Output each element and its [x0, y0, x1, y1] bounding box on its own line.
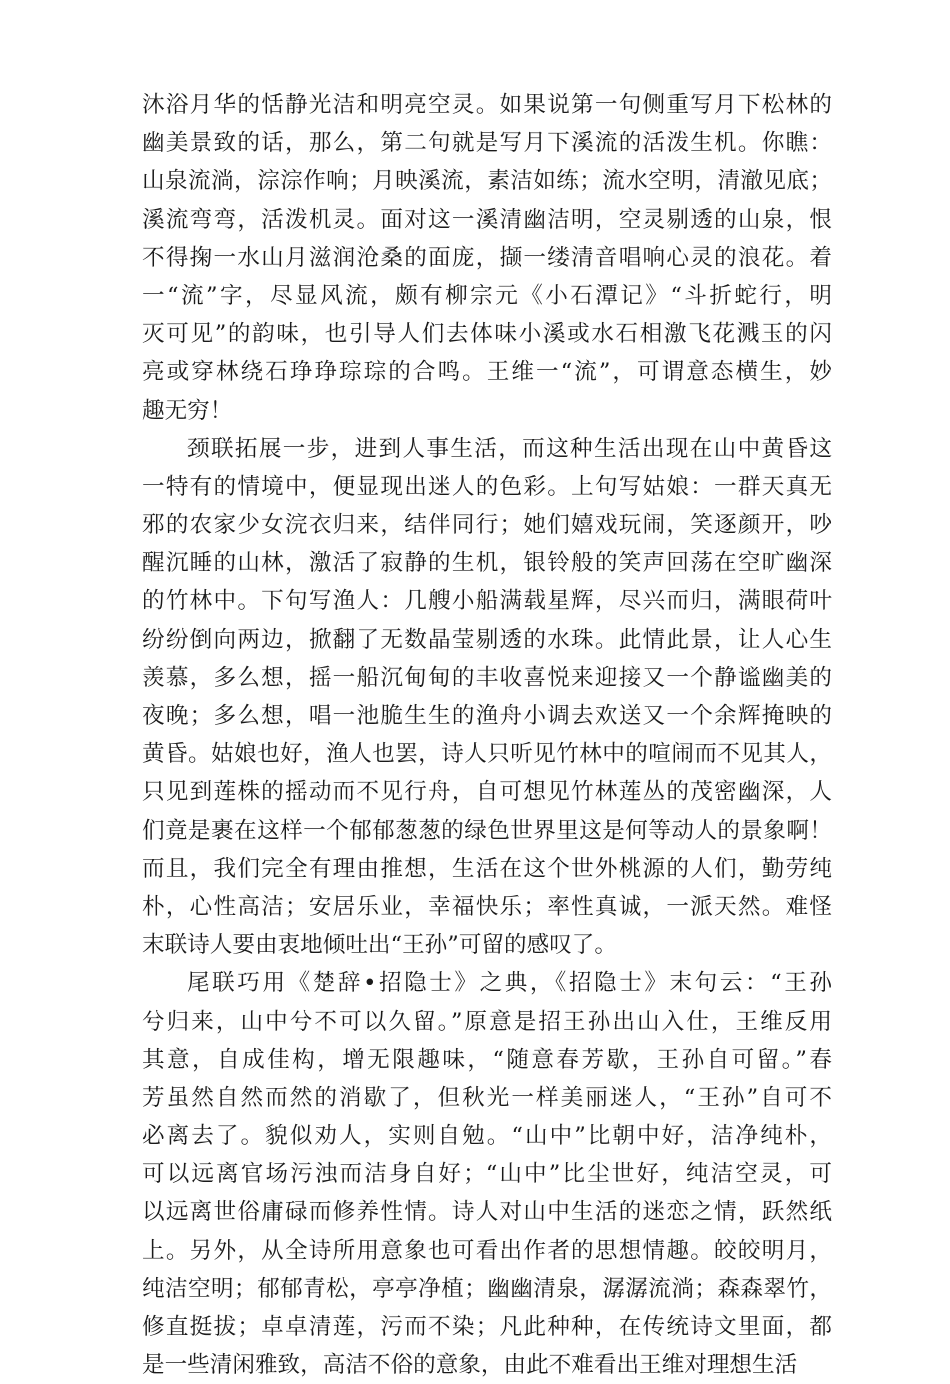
text-line: 黄昏。姑娘也好，渔人也罢，诗人只听见竹林中的喧闹而不见其人， [142, 741, 832, 768]
text-line: 尾联巧用《楚辞•招隐士》之典，《招隐士》末句云：“王孙 [187, 970, 832, 997]
text-line: 一特有的情境中，便显现出迷人的色彩。上句写姑娘：一群天真无 [142, 473, 832, 500]
text-line: 其意，自成佳构，增无限趣味，“随意春芳歇，王孙自可留。”春 [142, 1046, 832, 1073]
text-line: 邪的农家少女浣衣归来，结伴同行；她们嬉戏玩闹，笑逐颜开，吵 [142, 512, 832, 539]
text-line: 不得掬一水山月滋润沧桑的面庞，撷一缕清音唱响心灵的浪花。着 [142, 244, 832, 271]
text-line: 可以远离官场污浊而洁身自好；“山中”比尘世好，纯洁空灵，可 [142, 1161, 832, 1188]
paragraph [142, 964, 832, 1384]
text-line: 以远离世俗庸碌而修养性情。诗人对山中生活的迷恋之情，跃然纸 [142, 1199, 832, 1226]
text-line: 的竹林中。下句写渔人：几艘小船满载星辉，尽兴而归，满眼荷叶 [142, 588, 832, 615]
text-line: 幽美景致的话，那么，第二句就是写月下溪流的活泼生机。你瞧： [142, 130, 832, 157]
text-line: 末联诗人要由衷地倾吐出“王孙”可留的感叹了。 [142, 932, 617, 959]
paragraph [142, 86, 832, 430]
text-line: 醒沉睡的山林，激活了寂静的生机，银铃般的笑声回荡在空旷幽深 [142, 550, 832, 577]
document-body [142, 86, 832, 1384]
paragraph [142, 430, 832, 965]
text-line: 芳虽然自然而然的消歇了，但秋光一样美丽迷人，“王孙”自可不 [142, 1084, 832, 1111]
text-line: 们竟是裹在这样一个郁郁葱葱的绿色世界里这是何等动人的景象啊！ [142, 817, 832, 844]
text-line: 颈联拓展一步，进到人事生活，而这种生活出现在山中黄昏这 [187, 435, 832, 462]
text-line: 兮归来，山中兮不可以久留。”原意是招王孙出山入仕，王维反用 [142, 1008, 832, 1035]
text-line: 灭可见”的韵味，也引导人们去体味小溪或水石相激飞花溅玉的闪 [142, 321, 832, 348]
text-line: 而且，我们完全有理由推想，生活在这个世外桃源的人们，勤劳纯 [142, 855, 832, 882]
text-line: 修直挺拔；卓卓清莲，污而不染；凡此种种，在传统诗文里面，都 [142, 1314, 832, 1340]
text-line: 亮或穿林绕石琤琤琮琮的合鸣。王维一“流”，可谓意态横生，妙 [142, 359, 832, 386]
text-line: 纷纷倒向两边，掀翻了无数晶莹剔透的水珠。此情此景，让人心生 [142, 626, 832, 653]
text-line: 纯洁空明；郁郁青松，亭亭净植；幽幽清泉，潺潺流淌；森森翠竹， [142, 1275, 832, 1302]
text-line: 上。另外，从全诗所用意象也可看出作者的思想情趣。皎皎明月， [142, 1237, 832, 1264]
text-line: 朴，心性高洁；安居乐业，幸福快乐；率性真诚，一派天然。难怪 [142, 893, 832, 920]
text-line: 山泉流淌，淙淙作响；月映溪流，素洁如练；流水空明，清澈见底； [142, 168, 832, 195]
text-line: 只见到莲株的摇动而不见行舟，自可想见竹林莲丛的茂密幽深，人 [142, 779, 832, 806]
text-line: 趣无穷！ [142, 397, 233, 424]
text-line: 夜晚；多么想，唱一池脆生生的渔舟小调去欢送又一个余辉掩映的 [142, 703, 832, 729]
text-line: 必离去了。貌似劝人，实则自勉。“山中”比朝中好，洁净纯朴， [142, 1123, 832, 1150]
text-line: 羡慕，多么想，摇一船沉甸甸的丰收喜悦来迎接又一个静谧幽美的 [142, 664, 832, 691]
text-line: 溪流弯弯，活泼机灵。面对这一溪清幽洁明，空灵剔透的山泉，恨 [142, 206, 832, 233]
text-line: 是一些清闲雅致，高洁不俗的意象，由此不难看出王维对理想生活 [142, 1352, 798, 1379]
text-line: 沐浴月华的恬静光洁和明亮空灵。如果说第一句侧重写月下松林的 [142, 92, 832, 118]
text-line: 一“流”字，尽显风流，颇有柳宗元《小石潭记》“斗折蛇行，明 [142, 282, 832, 309]
